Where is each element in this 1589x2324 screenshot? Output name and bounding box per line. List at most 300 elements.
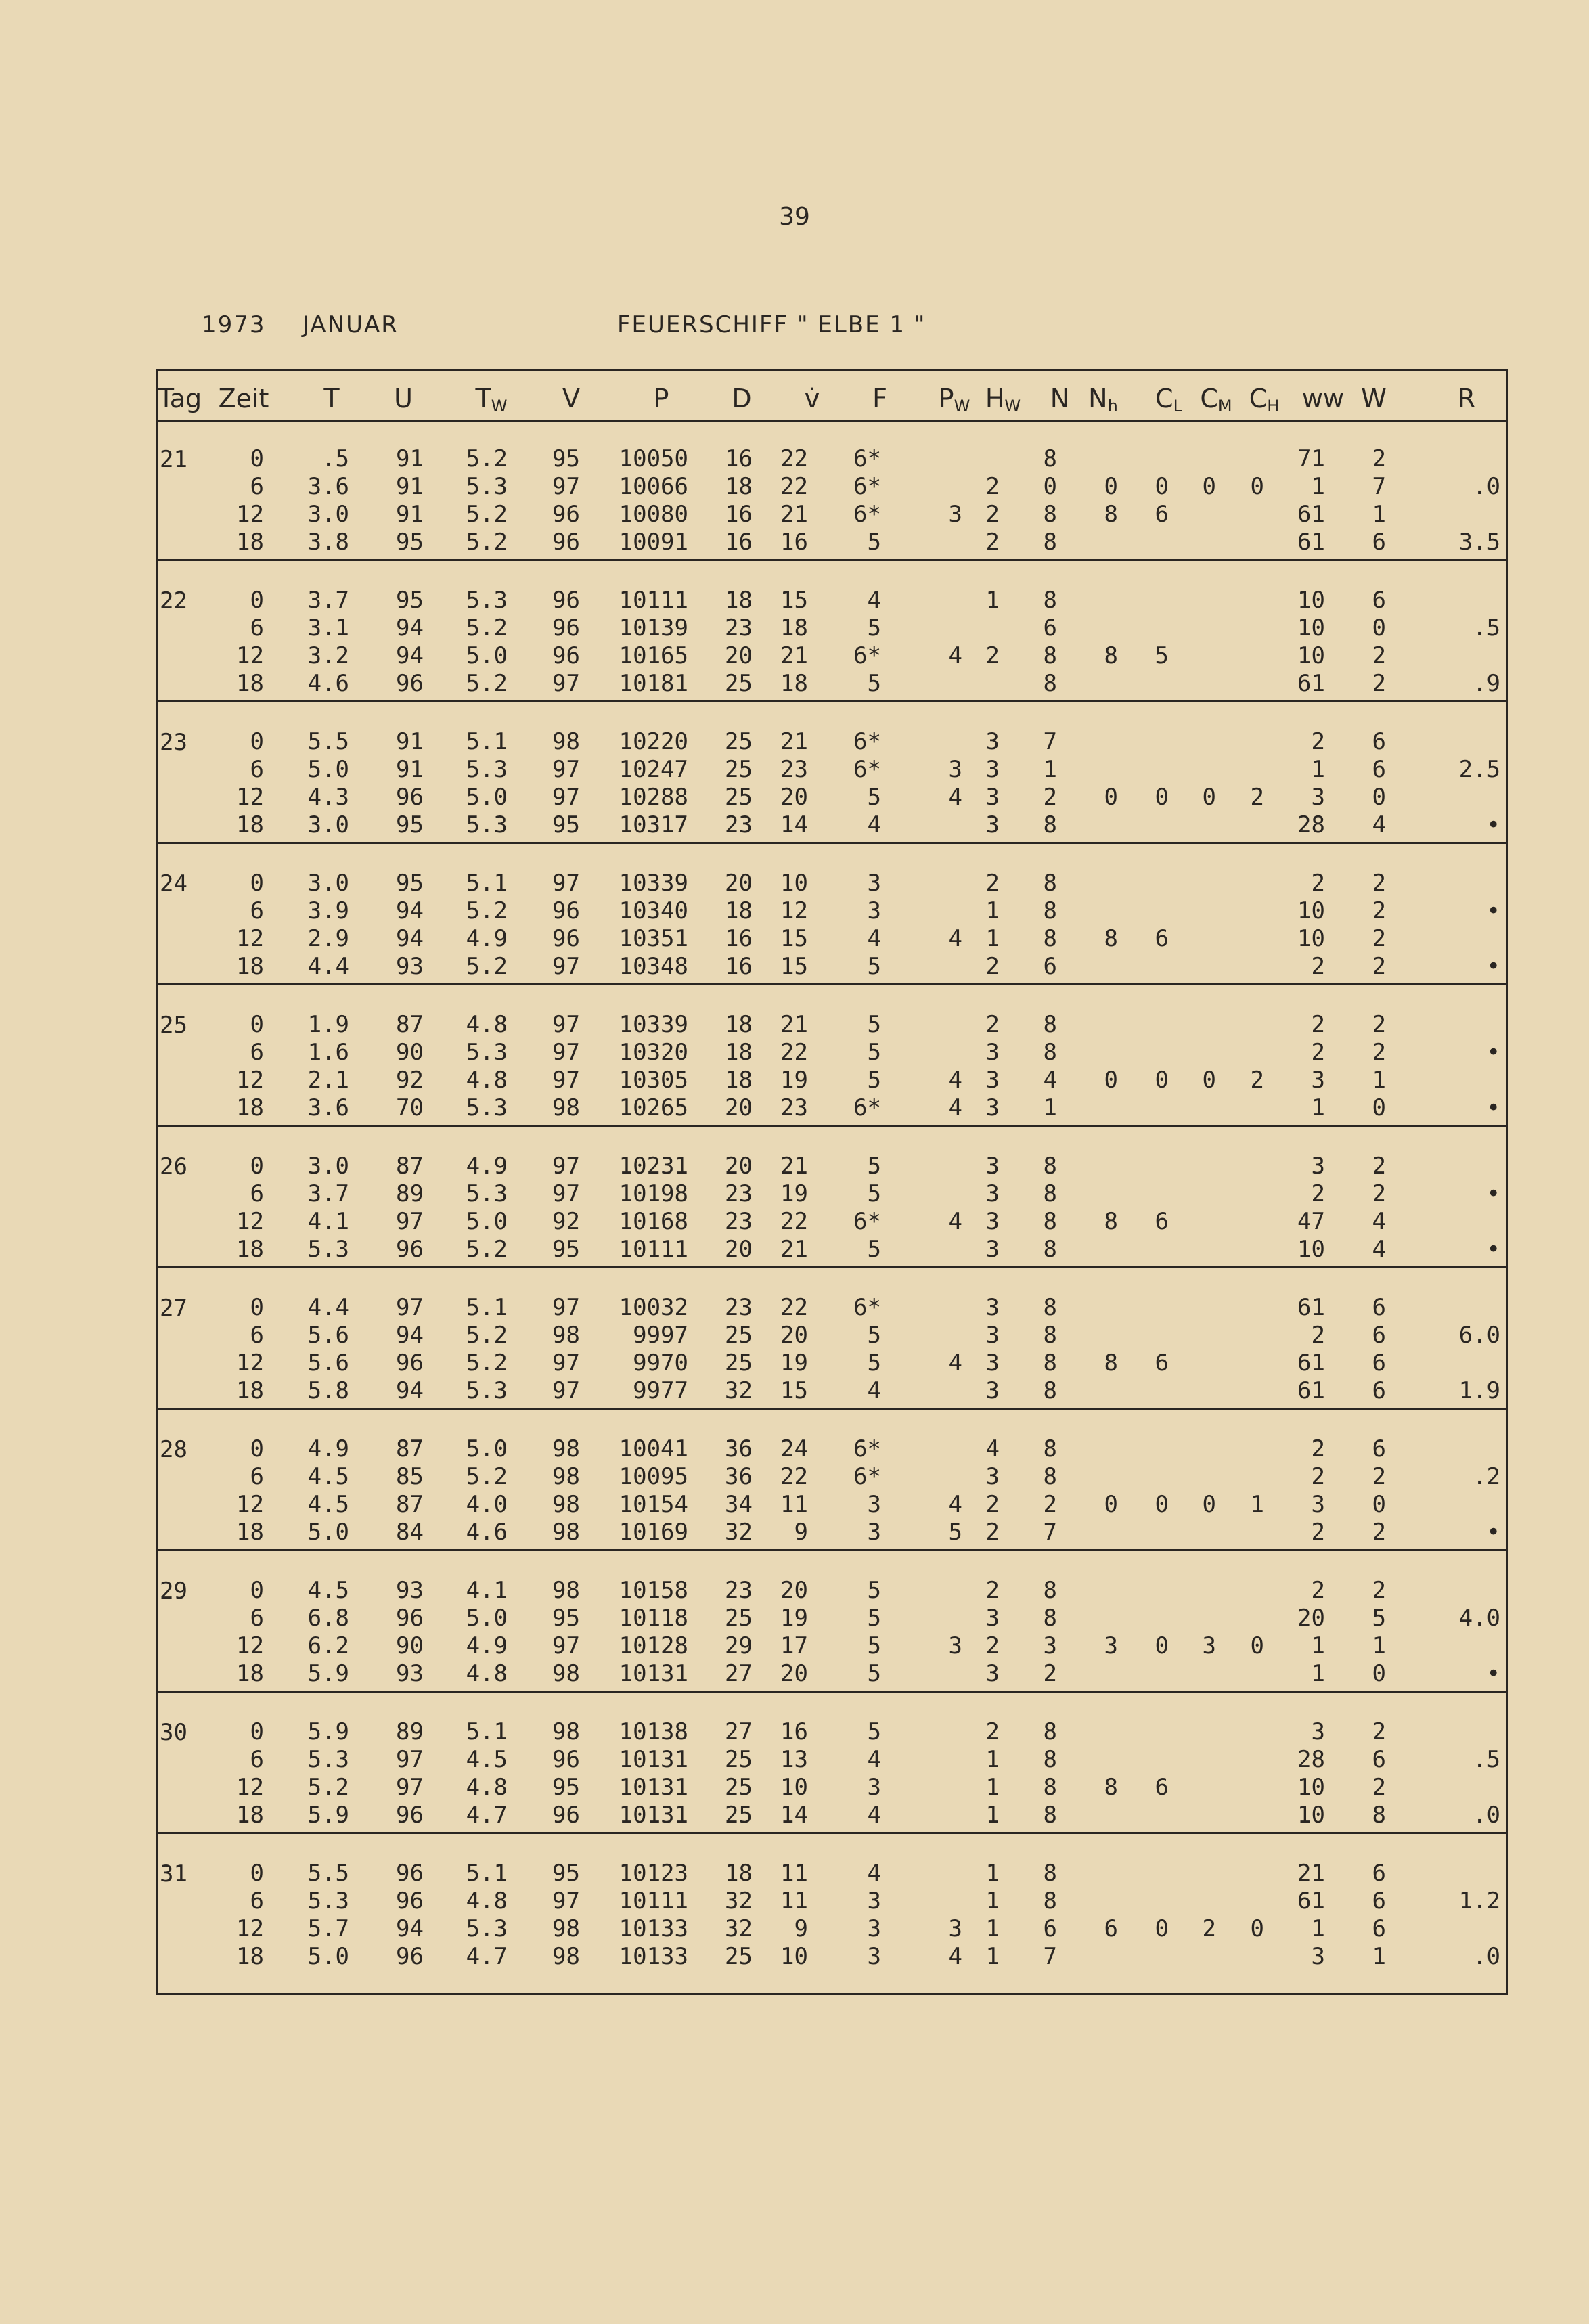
table-cell: 97 <box>552 953 580 980</box>
table-cell: 0 <box>1155 784 1169 811</box>
table-cell: 4 <box>1372 1208 1386 1235</box>
table-cell: 4.1 <box>307 1208 349 1235</box>
table-cell: 3 <box>985 728 1000 755</box>
table-cell: 1 <box>1372 1943 1386 1970</box>
table-row <box>157 1153 1506 1180</box>
table-cell: 10 <box>1297 587 1325 614</box>
table-cell: 84 <box>396 1519 424 1546</box>
table-cell: 10 <box>780 1943 808 1970</box>
table-cell: 25 <box>725 1322 753 1349</box>
table-cell: 3 <box>985 1349 1000 1377</box>
table-cell: 25 <box>725 1746 753 1773</box>
table-cell: 4.5 <box>307 1463 349 1490</box>
table-cell: 18 <box>236 1377 264 1404</box>
column-headers <box>157 370 1506 422</box>
table-cell: 3 <box>985 1660 1000 1687</box>
table-cell: 10118 <box>619 1605 688 1632</box>
table-cell: 18 <box>725 1011 753 1038</box>
column-header: Zeit <box>218 384 269 414</box>
table-cell: 4 <box>948 1094 962 1121</box>
table-cell: 2 <box>1311 1519 1325 1546</box>
table-row <box>157 1236 1506 1264</box>
table-cell: 0 <box>250 1435 264 1462</box>
table-cell: 20 <box>780 784 808 811</box>
table-cell: 61 <box>1297 1377 1325 1404</box>
table-row <box>157 1887 1506 1915</box>
table-cell: 1 <box>985 1915 1000 1942</box>
table-cell: 18 <box>236 1094 264 1121</box>
table-cell: 13 <box>780 1746 808 1773</box>
table-cell: 0 <box>1202 1067 1216 1094</box>
table-cell: 3 <box>985 756 1000 783</box>
table-cell: 1 <box>1311 756 1325 783</box>
table-cell: 1 <box>1311 473 1325 500</box>
table-cell: 9997 <box>633 1322 688 1349</box>
table-cell: 8 <box>1043 1377 1057 1404</box>
table-cell: 2 <box>1372 1153 1386 1180</box>
table-cell: 5 <box>867 953 881 980</box>
table-cell: 22 <box>780 1463 808 1490</box>
table-cell: 12 <box>236 925 264 952</box>
table-cell: 18 <box>725 1860 753 1887</box>
table-cell: .0 <box>1473 473 1500 500</box>
table-cell: 95 <box>396 587 424 614</box>
table-cell: 16 <box>780 1718 808 1745</box>
table-cell: 3 <box>985 1294 1000 1321</box>
table-cell: 3 <box>948 756 962 783</box>
table-row <box>157 642 1506 670</box>
table-cell: 5.0 <box>466 784 508 811</box>
table-cell: 4.7 <box>466 1802 508 1829</box>
table-cell: • <box>1486 1094 1500 1121</box>
table-cell: 96 <box>552 1746 580 1773</box>
table-row <box>157 445 1506 473</box>
table-cell: 8 <box>1104 925 1118 952</box>
table-row <box>157 784 1506 811</box>
table-cell: 4.9 <box>307 1435 349 1462</box>
table-cell: 0 <box>1202 1491 1216 1518</box>
table-cell: 3 <box>985 1153 1000 1180</box>
table-cell: 0 <box>1250 473 1264 500</box>
table-cell: 4.0 <box>466 1491 508 1518</box>
table-cell: 98 <box>552 1943 580 1970</box>
table-cell: 8 <box>1043 1039 1057 1066</box>
table-cell: 5.3 <box>307 1236 349 1263</box>
table-cell: 2 <box>985 1718 1000 1745</box>
table-cell: 10339 <box>619 1011 688 1038</box>
table-cell: 22 <box>780 1294 808 1321</box>
table-cell: 0 <box>1202 784 1216 811</box>
table-cell: 3 <box>867 870 881 897</box>
table-cell: 7 <box>1043 1943 1057 1970</box>
table-cell: 2 <box>985 870 1000 897</box>
table-cell: 11 <box>780 1887 808 1915</box>
table-cell: 0 <box>1372 1660 1386 1687</box>
table-cell: 2 <box>1372 1718 1386 1745</box>
table-cell: 5 <box>867 670 881 697</box>
table-cell: 21 <box>780 1236 808 1263</box>
table-cell: 1 <box>1311 1632 1325 1659</box>
table-cell: 5 <box>867 1632 881 1659</box>
table-cell: 6* <box>853 1094 881 1121</box>
table-cell: 2 <box>1202 1915 1216 1942</box>
table-cell: 4 <box>1043 1067 1057 1094</box>
table-cell: 98 <box>552 1322 580 1349</box>
table-cell: 5.2 <box>466 501 508 528</box>
table-cell: 6 <box>1372 1887 1386 1915</box>
table-cell: 10139 <box>619 614 688 642</box>
day-block <box>157 422 1506 561</box>
table-cell: 5.6 <box>307 1322 349 1349</box>
table-cell: 5.5 <box>307 1860 349 1887</box>
table-cell: 10032 <box>619 1294 688 1321</box>
table-cell: 18 <box>725 587 753 614</box>
column-header: P <box>653 384 669 414</box>
table-cell: 10095 <box>619 1463 688 1490</box>
table-cell: 23 <box>780 756 808 783</box>
table-cell: 10305 <box>619 1067 688 1094</box>
table-cell: 96 <box>552 925 580 952</box>
table-cell: 96 <box>396 1887 424 1915</box>
table-cell: 5.3 <box>307 1887 349 1915</box>
day-number: 30 <box>160 1719 187 1746</box>
table-cell: 12 <box>236 1067 264 1094</box>
table-cell: 91 <box>396 728 424 755</box>
table-cell: 14 <box>780 811 808 839</box>
table-cell: 20 <box>780 1660 808 1687</box>
table-cell: 25 <box>725 1605 753 1632</box>
table-cell: 19 <box>780 1349 808 1377</box>
table-cell: 3 <box>867 1943 881 1970</box>
table-cell: .2 <box>1473 1463 1500 1490</box>
table-cell: 4 <box>948 1349 962 1377</box>
table-cell: 3.0 <box>307 870 349 897</box>
table-cell: 21 <box>1297 1860 1325 1887</box>
table-cell: 96 <box>552 642 580 669</box>
table-row <box>157 1660 1506 1688</box>
table-cell: 61 <box>1297 1887 1325 1915</box>
table-cell: 3 <box>985 1322 1000 1349</box>
table-cell: .5 <box>1473 1746 1500 1773</box>
table-cell: 6 <box>250 897 264 924</box>
table-cell: 93 <box>396 953 424 980</box>
table-cell: 10131 <box>619 1774 688 1801</box>
day-block <box>157 1412 1506 1551</box>
table-cell: 10066 <box>619 473 688 500</box>
table-cell: 2 <box>985 1011 1000 1038</box>
table-cell: 17 <box>780 1632 808 1659</box>
table-row <box>157 1011 1506 1039</box>
table-cell: 0 <box>250 1577 264 1604</box>
table-cell: 98 <box>552 1915 580 1942</box>
table-cell: 92 <box>396 1067 424 1094</box>
table-cell: 61 <box>1297 1349 1325 1377</box>
table-cell: 96 <box>396 1860 424 1887</box>
table-cell: 8 <box>1372 1802 1386 1829</box>
table-cell: 2 <box>1311 1322 1325 1349</box>
table-cell: 12 <box>236 1349 264 1377</box>
table-cell: 97 <box>552 1632 580 1659</box>
table-cell: 95 <box>552 1860 580 1887</box>
table-cell: 6 <box>1155 1349 1169 1377</box>
table-cell: 10288 <box>619 784 688 811</box>
table-cell: 6.0 <box>1458 1322 1500 1349</box>
table-cell: 96 <box>396 1943 424 1970</box>
table-cell: 6 <box>250 1039 264 1066</box>
table-cell: 4.3 <box>307 784 349 811</box>
table-cell: 6 <box>250 1605 264 1632</box>
table-cell: 25 <box>725 1774 753 1801</box>
table-cell: 97 <box>552 1153 580 1180</box>
table-cell: 87 <box>396 1011 424 1038</box>
table-cell: 3 <box>867 1915 881 1942</box>
table-cell: 5.3 <box>466 1180 508 1207</box>
table-cell: 2 <box>985 1577 1000 1604</box>
table-cell: 0 <box>250 1153 264 1180</box>
table-cell: 3.0 <box>307 1153 349 1180</box>
table-cell: 95 <box>552 811 580 839</box>
table-cell: 92 <box>552 1208 580 1235</box>
table-cell: 1 <box>985 1943 1000 1970</box>
table-cell: 0 <box>1155 473 1169 500</box>
table-row <box>157 614 1506 642</box>
table-cell: 27 <box>725 1660 753 1687</box>
table-cell: 8 <box>1043 529 1057 556</box>
day-number: 22 <box>160 587 187 614</box>
table-cell: 10133 <box>619 1943 688 1970</box>
table-cell: 21 <box>780 728 808 755</box>
table-cell: 22 <box>780 445 808 472</box>
table-cell: 25 <box>725 1349 753 1377</box>
table-cell: 18 <box>236 1519 264 1546</box>
table-cell: 97 <box>552 870 580 897</box>
table-cell: 4.1 <box>466 1577 508 1604</box>
column-header: CL <box>1155 384 1182 416</box>
table-row <box>157 1322 1506 1349</box>
table-cell: 23 <box>780 1094 808 1121</box>
table-row <box>157 1463 1506 1491</box>
table-cell: 10131 <box>619 1746 688 1773</box>
table-cell: 96 <box>552 1802 580 1829</box>
table-cell: 8 <box>1043 670 1057 697</box>
table-cell: 21 <box>780 501 808 528</box>
table-cell: 6* <box>853 756 881 783</box>
column-header: R <box>1457 384 1476 414</box>
table-row <box>157 1294 1506 1322</box>
table-cell: 4 <box>948 642 962 669</box>
table-cell: 16 <box>780 529 808 556</box>
table-cell: 10 <box>1297 1802 1325 1829</box>
table-cell: 0 <box>1372 1491 1386 1518</box>
table-cell: 5.1 <box>466 870 508 897</box>
table-cell: 25 <box>725 1943 753 1970</box>
table-cell: 20 <box>725 1236 753 1263</box>
table-cell: 8 <box>1043 925 1057 952</box>
table-cell: 5.1 <box>466 1718 508 1745</box>
table-cell: 5 <box>867 1067 881 1094</box>
table-cell: 4.5 <box>307 1577 349 1604</box>
table-cell: 6* <box>853 642 881 669</box>
table-cell: 0 <box>250 728 264 755</box>
day-block <box>157 1129 1506 1268</box>
table-cell: 2 <box>1250 1067 1264 1094</box>
table-cell: 2 <box>1372 445 1386 472</box>
table-cell: 4 <box>867 925 881 952</box>
table-cell: 8 <box>1043 870 1057 897</box>
table-cell: 8 <box>1104 1208 1118 1235</box>
table-cell: 10181 <box>619 670 688 697</box>
table-cell: 22 <box>780 1039 808 1066</box>
table-cell: 1 <box>1043 756 1057 783</box>
table-cell: 94 <box>396 897 424 924</box>
table-cell: 5 <box>867 1718 881 1745</box>
table-cell: 97 <box>552 756 580 783</box>
table-cell: 91 <box>396 445 424 472</box>
table-cell: 94 <box>396 1377 424 1404</box>
table-cell: 3 <box>1043 1632 1057 1659</box>
table-cell: 5.1 <box>466 1860 508 1887</box>
table-cell: 8 <box>1043 897 1057 924</box>
table-cell: 3 <box>985 1605 1000 1632</box>
table-cell: 8 <box>1043 1011 1057 1038</box>
table-cell: 3.6 <box>307 473 349 500</box>
table-row <box>157 1519 1506 1546</box>
table-cell: 97 <box>552 784 580 811</box>
table-cell: 10 <box>780 870 808 897</box>
table-cell: 4.0 <box>1458 1605 1500 1632</box>
table-cell: 3 <box>867 897 881 924</box>
table-cell: 5 <box>867 1577 881 1604</box>
table-cell: 3 <box>867 1491 881 1518</box>
column-header: T <box>323 384 340 414</box>
table-row <box>157 1605 1506 1632</box>
table-cell: • <box>1486 897 1500 924</box>
day-number: 29 <box>160 1578 187 1605</box>
table-cell: 10041 <box>619 1435 688 1462</box>
table-cell: 90 <box>396 1039 424 1066</box>
table-cell: 19 <box>780 1067 808 1094</box>
table-row <box>157 1718 1506 1746</box>
table-cell: .0 <box>1473 1943 1500 1970</box>
day-number: 23 <box>160 729 187 756</box>
table-cell: 5.2 <box>307 1774 349 1801</box>
table-cell: 5.3 <box>466 756 508 783</box>
day-block <box>157 705 1506 844</box>
table-cell: 4.8 <box>466 1887 508 1915</box>
table-cell: 95 <box>396 870 424 897</box>
table-cell: 23 <box>725 811 753 839</box>
table-cell: 20 <box>1297 1605 1325 1632</box>
table-cell: 5.0 <box>307 756 349 783</box>
table-cell: 97 <box>552 1011 580 1038</box>
table-row <box>157 1802 1506 1829</box>
table-cell: 1 <box>985 1774 1000 1801</box>
table-cell: 6.8 <box>307 1605 349 1632</box>
table-cell: 2.5 <box>1458 756 1500 783</box>
table-cell: 18 <box>780 614 808 642</box>
table-row <box>157 870 1506 897</box>
table-cell: 4 <box>948 784 962 811</box>
table-cell: 95 <box>552 1774 580 1801</box>
table-row <box>157 1943 1506 1971</box>
table-cell: 10133 <box>619 1915 688 1942</box>
day-block <box>157 1270 1506 1410</box>
table-cell: 10247 <box>619 756 688 783</box>
table-cell: 96 <box>552 587 580 614</box>
table-cell: 10 <box>1297 614 1325 642</box>
table-cell: • <box>1486 1039 1500 1066</box>
table-cell: 3 <box>1311 1491 1325 1518</box>
table-cell: • <box>1486 1236 1500 1263</box>
table-cell: 0 <box>1155 1915 1169 1942</box>
table-cell: 2 <box>1372 642 1386 669</box>
table-cell: 2 <box>1043 1491 1057 1518</box>
table-cell: 97 <box>552 1377 580 1404</box>
table-cell: 93 <box>396 1577 424 1604</box>
table-row <box>157 1094 1506 1122</box>
table-cell: 3 <box>948 1632 962 1659</box>
table-cell: 2 <box>985 953 1000 980</box>
table-cell: 12 <box>236 1774 264 1801</box>
table-cell: 2 <box>1043 1660 1057 1687</box>
table-cell: 5.2 <box>466 445 508 472</box>
table-cell: 7 <box>1372 473 1386 500</box>
table-cell: 18 <box>725 1039 753 1066</box>
table-cell: 97 <box>396 1294 424 1321</box>
table-cell: 4 <box>867 811 881 839</box>
table-cell: 6* <box>853 473 881 500</box>
table-cell: 6 <box>250 1180 264 1207</box>
page-number: 39 <box>779 203 810 231</box>
table-cell: 8 <box>1043 1349 1057 1377</box>
table-cell: 3 <box>1311 1718 1325 1745</box>
table-cell: 3.2 <box>307 642 349 669</box>
table-cell: 5 <box>867 1180 881 1207</box>
table-cell: 98 <box>552 1577 580 1604</box>
table-cell: 5.3 <box>466 1039 508 1066</box>
column-header: v̇ <box>804 384 820 414</box>
table-cell: 97 <box>552 1294 580 1321</box>
table-cell: 1 <box>985 1860 1000 1887</box>
table-cell: 3 <box>1104 1632 1118 1659</box>
table-cell: • <box>1486 811 1500 839</box>
table-cell: 2 <box>1311 1039 1325 1066</box>
table-cell: 5.2 <box>466 897 508 924</box>
table-cell: 4.9 <box>466 925 508 952</box>
table-cell: 6* <box>853 445 881 472</box>
table-cell: 5.1 <box>466 728 508 755</box>
table-cell: 4.8 <box>466 1011 508 1038</box>
table-cell: 6 <box>1372 1746 1386 1773</box>
table-cell: 10351 <box>619 925 688 952</box>
table-cell: 94 <box>396 1322 424 1349</box>
table-cell: 0 <box>250 587 264 614</box>
table-cell: 0 <box>1104 1491 1118 1518</box>
table-cell: 23 <box>725 1294 753 1321</box>
table-cell: 1 <box>1311 1094 1325 1121</box>
table-cell: 16 <box>725 925 753 952</box>
column-header: U <box>394 384 413 414</box>
table-cell: 3 <box>867 1774 881 1801</box>
table-cell: 6* <box>853 1294 881 1321</box>
table-row <box>157 897 1506 925</box>
table-row <box>157 925 1506 953</box>
table-cell: 5 <box>867 614 881 642</box>
weather-table <box>157 370 1506 1994</box>
day-block <box>157 563 1506 702</box>
table-cell: 5.2 <box>466 1236 508 1263</box>
table-cell: 6 <box>1043 614 1057 642</box>
